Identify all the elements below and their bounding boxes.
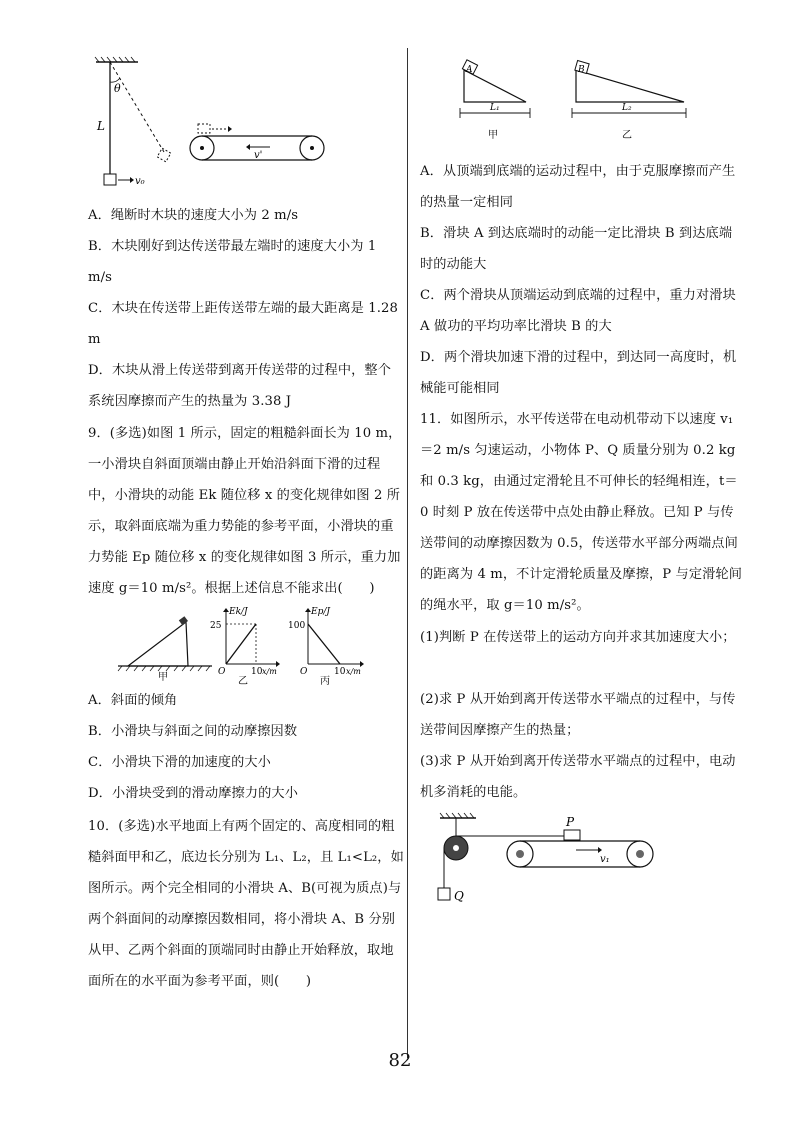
q10-stem: 10．(多选)水平地面上有两个固定的、高度相同的粗糙斜面甲和乙，底边长分别为 L₁、L₂，且 L₁<L₂，如图所示。两个完全相同的小滑块 A、B(可视为质点)与两个斜面间的动摩擦因数相同，将小滑块 A、B 分别从甲、乙两个斜面的顶端同时由静止开始释放，取地面所在的水平面为参考平面，则( ) xyxy=(88,819,404,989)
block-a-label: A xyxy=(466,65,473,75)
q11-figure xyxy=(436,812,676,912)
q9-option-d: D．小滑块受到的滑动摩擦力的大小 xyxy=(88,786,298,801)
q10-option-b: B．滑块 A 到达底端时的动能一定比滑块 B 到达底端时的动能大 xyxy=(420,226,733,272)
q8-option-d: D．木块从滑上传送带到离开传送带的过程中，整个系统因摩擦而产生的热量为 3.38 J xyxy=(88,363,391,409)
l2-label: L₂ xyxy=(622,103,632,113)
ep-origin-label: O xyxy=(300,667,308,677)
fig9-caption-1: 甲 xyxy=(158,672,168,683)
q9-stem: 9．(多选)如图 1 所示，固定的粗糙斜面长为 10 m，一小滑块自斜面顶端由静止开始沿斜面下滑的过程中，小滑块的动能 Ek 随位移 x 的变化规律如图 2 所示，取斜面底端为重力势能的参考平面，小滑块的重力势能 Ep 随位移 x 的变化规律如图 3 所示，重力加速度 g＝10 m/s²。根据上述信息不能求出( ) xyxy=(88,426,402,596)
ep-x-end-label: 10 xyxy=(334,667,346,677)
block-b-label: B xyxy=(578,65,585,75)
q8-option-b: B．木块刚好到达传送带最左端时的速度大小为 1 m/s xyxy=(88,239,377,285)
belt-speed-label: v' xyxy=(254,150,263,161)
q8-option-a: A．绳断时木块的速度大小为 2 m/s xyxy=(88,208,299,223)
ek-x-end-label: 10 xyxy=(251,667,263,677)
fig10-caption-2: 乙 xyxy=(622,130,632,141)
q10-figure xyxy=(456,56,696,146)
q11-part-3: (3)求 P 从开始到离开传送带水平端点的过程中，电动机多消耗的电能。 xyxy=(420,754,736,800)
ep-axis-label: Ep/J xyxy=(311,607,330,617)
v0-label: v₀ xyxy=(135,176,145,187)
fig10-caption-1: 甲 xyxy=(488,130,498,141)
p-label: P xyxy=(566,815,575,829)
ek-max-label: 25 xyxy=(210,621,222,631)
q9-option-c: C．小滑块下滑的加速度的大小 xyxy=(88,755,271,770)
belt-figure-q8 xyxy=(188,120,328,170)
fig9-caption-3: 丙 xyxy=(320,676,330,687)
ek-origin-label: O xyxy=(218,667,226,677)
q-label: Q xyxy=(454,889,464,903)
page-number: 82 xyxy=(388,1050,412,1071)
q9-option-b: B．小滑块与斜面之间的动摩擦因数 xyxy=(88,724,298,739)
ek-axis-label: Ek/J xyxy=(229,607,248,617)
q9-figures xyxy=(108,607,388,687)
q9-option-a: A．斜面的倾角 xyxy=(88,693,178,708)
q10-option-d: D．两个滑块加速下滑的过程中，到达同一高度时，机械能可能相同 xyxy=(420,350,737,396)
l1-label: L₁ xyxy=(490,103,500,113)
q11-part-2: (2)求 P 从开始到离开传送带水平端点的过程中，与传送带间因摩擦产生的热量； xyxy=(420,692,736,738)
theta-label: θ xyxy=(114,82,121,95)
ep-max-label: 100 xyxy=(288,621,306,631)
q10-option-c: C．两个滑块从顶端运动到底端的过程中，重力对滑块 A 做功的平均功率比滑块 B 的大 xyxy=(420,288,736,334)
q11-stem: 11．如图所示，水平传送带在电动机带动下以速度 v₁＝2 m/s 匀速运动，小物体 P、Q 质量分别为 0.2 kg 和 0.3 kg，由通过定滑轮且不可伸长的轻绳相连，t＝0 时刻 P 放在传送带中点处由静止释放。已知 P 与传送带间的动摩擦因数为 0.5，传送带水平部分两端点间的距离为 4 m，不计定滑轮质量及摩擦，P 与定滑轮间的绳水平，取 g＝10 m/s²。 xyxy=(420,412,742,613)
q10-option-a: A．从顶端到底端的运动过程中，由于克服摩擦而产生的热量一定相同 xyxy=(420,164,736,210)
v1-label: v₁ xyxy=(600,854,610,865)
column-divider xyxy=(407,48,408,1058)
length-label: L xyxy=(97,119,105,133)
q11-part-1: (1)判断 P 在传送带上的运动方向并求其加速度大小； xyxy=(420,630,736,645)
ep-x-axis-label: x/m xyxy=(346,667,361,676)
ek-x-axis-label: x/m xyxy=(262,667,277,676)
pendulum-figure xyxy=(94,56,194,196)
q8-option-c: C．木块在传送带上距传送带左端的最大距离是 1.28 m xyxy=(88,301,398,347)
fig9-caption-2: 乙 xyxy=(238,676,248,687)
